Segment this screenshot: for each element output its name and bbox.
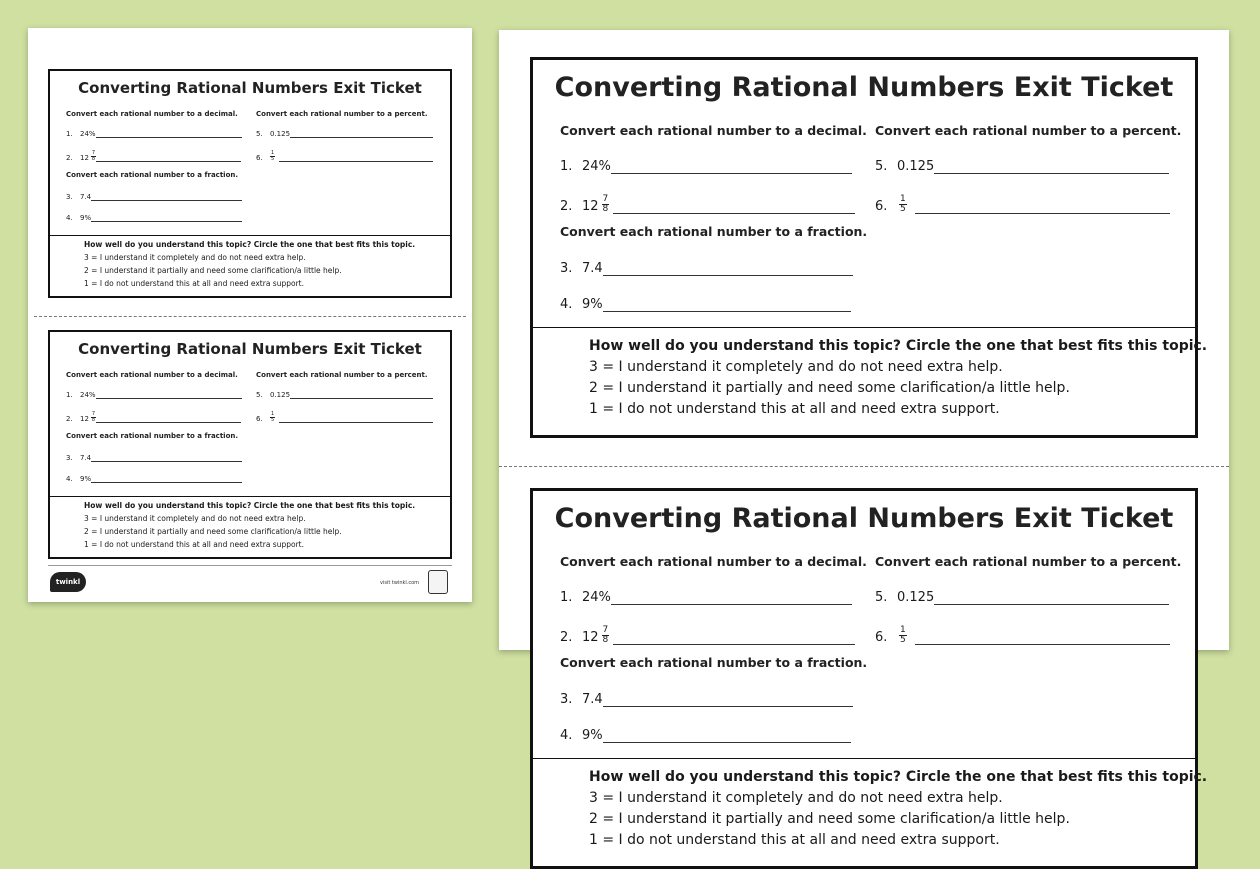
question-3: 3. 7.4: [560, 692, 853, 707]
question-5: 5. 0.125: [875, 159, 1169, 174]
answer-line[interactable]: [96, 422, 241, 423]
answer-line[interactable]: [603, 275, 853, 276]
rating-option-3[interactable]: 3 = I understand it completely and do not need extra help.: [84, 253, 306, 262]
question-3: 3. 7.4: [66, 193, 242, 201]
question-2: 2. 12 $\frac{7}{8}$: [560, 626, 855, 645]
answer-line[interactable]: [91, 461, 242, 462]
answer-line[interactable]: [915, 213, 1170, 214]
answer-line[interactable]: [279, 422, 433, 423]
rating-option-1[interactable]: 1 = I do not understand this at all and need extra support.: [84, 279, 304, 288]
percent-heading: Convert each rational number to a percent.: [256, 371, 428, 379]
question-1: 1. 24%: [66, 130, 242, 138]
answer-line[interactable]: [611, 604, 852, 605]
rating-option-3[interactable]: 3 = I understand it completely and do not need extra help.: [589, 359, 1003, 375]
exit-ticket-bottom-large: [530, 488, 1208, 869]
section-divider: [533, 327, 1195, 328]
answer-line[interactable]: [91, 221, 242, 222]
question-6: 6. $\frac{1}{5}$: [256, 412, 433, 423]
answer-line[interactable]: [603, 706, 853, 707]
section-divider: [50, 496, 450, 497]
cut-line: [499, 466, 1229, 467]
rating-option-2[interactable]: 2 = I understand it partially and need some clarification/a little help.: [84, 527, 342, 536]
self-rating: [84, 240, 415, 292]
fraction: $\frac{1}{5}$: [900, 194, 906, 214]
footer-rule: [48, 565, 452, 566]
answer-line[interactable]: [96, 398, 242, 399]
question-3: 3. 7.4: [66, 454, 242, 462]
self-rating: [589, 338, 1207, 422]
rating-option-1[interactable]: 1 = I do not understand this at all and need extra support.: [84, 540, 304, 549]
rating-option-3[interactable]: 3 = I understand it completely and do not need extra help.: [589, 790, 1003, 806]
percent-heading: Convert each rational number to a percent.: [875, 123, 1182, 138]
question-1: 1. 24%: [560, 159, 852, 174]
fraction-heading: Convert each rational number to a fraction.: [560, 655, 868, 670]
ticket-title: Converting Rational Numbers Exit Ticket: [554, 72, 1174, 103]
answer-line[interactable]: [96, 137, 242, 138]
answer-line[interactable]: [603, 742, 851, 743]
question-1: 1. 24%: [560, 590, 852, 605]
question-6: 6. $\frac{1}{5}$: [875, 195, 1170, 214]
rating-question: How well do you understand this topic? Circle the one that best fits this topic.: [84, 240, 416, 249]
answer-line[interactable]: [290, 137, 433, 138]
rating-question: How well do you understand this topic? Circle the one that best fits this topic.: [589, 338, 1208, 354]
ticket-title: Converting Rational Numbers Exit Ticket: [78, 79, 422, 97]
fraction: $\frac{7}{8}$: [91, 150, 96, 162]
rating-option-1[interactable]: 1 = I do not understand this at all and need extra support.: [589, 401, 1000, 417]
rating-option-3[interactable]: 3 = I understand it completely and do not need extra help.: [84, 514, 306, 523]
rating-option-2[interactable]: 2 = I understand it partially and need some clarification/a little help.: [589, 811, 1070, 827]
answer-line[interactable]: [934, 604, 1169, 605]
ticket-title: Converting Rational Numbers Exit Ticket: [554, 503, 1174, 534]
question-5: 5. 0.125: [256, 391, 433, 399]
exit-ticket-top-small: [48, 69, 452, 298]
rating-option-2[interactable]: 2 = I understand it partially and need some clarification/a little help.: [589, 380, 1070, 396]
question-4: 4. 9%: [66, 475, 242, 483]
fraction-heading: Convert each rational number to a fraction.: [66, 432, 239, 440]
answer-line[interactable]: [279, 161, 433, 162]
question-4: 4. 9%: [560, 728, 851, 743]
worksheet-page-zoomed: [499, 30, 1229, 848]
answer-line[interactable]: [934, 173, 1169, 174]
twinkl-logo: twinkl: [50, 572, 86, 592]
section-divider: [533, 758, 1195, 759]
cut-line: [34, 316, 466, 317]
question-4: 4. 9%: [66, 214, 242, 222]
self-rating: [84, 501, 415, 553]
answer-line[interactable]: [613, 644, 855, 645]
question-1: 1. 24%: [66, 391, 242, 399]
fraction: $\frac{7}{8}$: [91, 411, 96, 423]
fraction: $\frac{7}{8}$: [602, 625, 609, 645]
answer-line[interactable]: [603, 311, 851, 312]
question-6: 6. $\frac{1}{5}$: [875, 626, 1170, 645]
decimal-heading: Convert each rational number to a decimal.: [66, 110, 238, 118]
fraction: $\frac{1}{5}$: [271, 150, 275, 162]
question-2: 2. 12 $\frac{7}{8}$: [560, 195, 855, 214]
question-4: 4. 9%: [560, 297, 851, 312]
question-3: 3. 7.4: [560, 261, 853, 276]
answer-line[interactable]: [96, 161, 241, 162]
exit-ticket-bottom-small: [48, 330, 452, 559]
exit-ticket-top-large: [530, 57, 1208, 438]
footer-url: visit twinkl.com: [380, 580, 420, 586]
answer-line[interactable]: [613, 213, 855, 214]
answer-line[interactable]: [290, 398, 433, 399]
decimal-heading: Convert each rational number to a decimal.: [66, 371, 238, 379]
percent-heading: Convert each rational number to a percent.: [875, 554, 1182, 569]
question-6: 6. $\frac{1}{5}$: [256, 151, 433, 162]
self-rating: [589, 769, 1207, 853]
fraction-heading: Convert each rational number to a fraction.: [560, 224, 868, 239]
rating-question: How well do you understand this topic? Circle the one that best fits this topic.: [589, 769, 1208, 785]
question-5: 5. 0.125: [256, 130, 433, 138]
fraction-heading: Convert each rational number to a fraction.: [66, 171, 239, 179]
percent-heading: Convert each rational number to a percent.: [256, 110, 428, 118]
question-2: 2. 12 $\frac{7}{8}$: [66, 151, 241, 162]
ticket-title: Converting Rational Numbers Exit Ticket: [78, 340, 422, 358]
worksheet-page-preview: [28, 28, 472, 602]
question-2: 2. 12 $\frac{7}{8}$: [66, 412, 241, 423]
rating-option-1[interactable]: 1 = I do not understand this at all and need extra support.: [589, 832, 1000, 848]
rating-question: How well do you understand this topic? Circle the one that best fits this topic.: [84, 501, 416, 510]
rating-option-2[interactable]: 2 = I understand it partially and need some clarification/a little help.: [84, 266, 342, 275]
decimal-heading: Convert each rational number to a decimal.: [560, 554, 867, 569]
answer-line[interactable]: [91, 482, 242, 483]
answer-line[interactable]: [91, 200, 242, 201]
fraction: $\frac{7}{8}$: [602, 194, 609, 214]
fraction: $\frac{1}{5}$: [271, 411, 275, 423]
answer-line[interactable]: [611, 173, 852, 174]
answer-line[interactable]: [915, 644, 1170, 645]
badge-icon: [428, 570, 448, 594]
decimal-heading: Convert each rational number to a decimal.: [560, 123, 867, 138]
fraction: $\frac{1}{5}$: [900, 625, 906, 645]
question-5: 5. 0.125: [875, 590, 1169, 605]
section-divider: [50, 235, 450, 236]
